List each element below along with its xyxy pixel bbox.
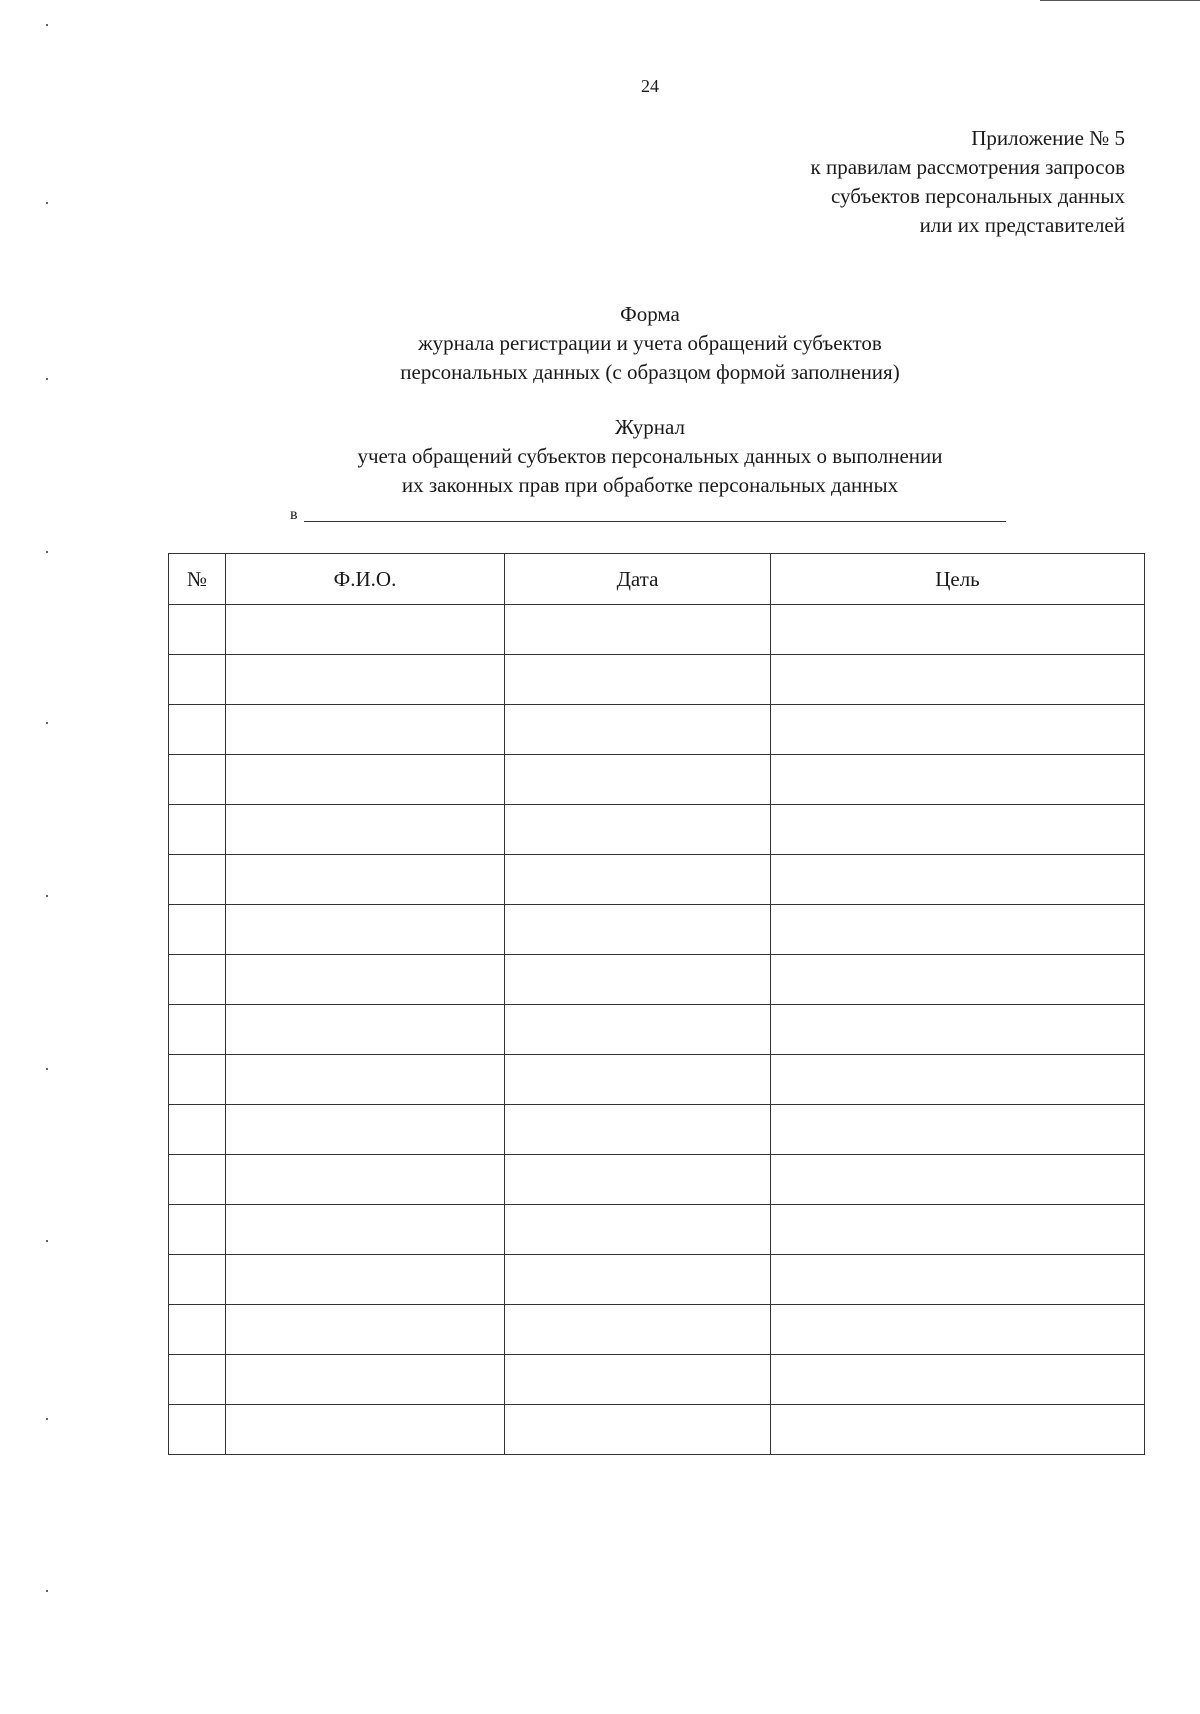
scan-dot bbox=[46, 202, 48, 204]
scan-dot bbox=[46, 1068, 48, 1070]
cell-full-name[interactable] bbox=[226, 705, 505, 755]
table-row bbox=[169, 1405, 1145, 1455]
scan-dot bbox=[46, 722, 48, 724]
organization-fill-line bbox=[290, 500, 1006, 524]
cell-purpose[interactable] bbox=[771, 1205, 1145, 1255]
cell-purpose[interactable] bbox=[771, 1255, 1145, 1305]
cell-number[interactable] bbox=[169, 1005, 226, 1055]
scan-dot bbox=[46, 1240, 48, 1242]
cell-date[interactable] bbox=[505, 1255, 771, 1305]
organization-blank-field[interactable] bbox=[304, 521, 1006, 522]
cell-full-name[interactable] bbox=[226, 1155, 505, 1205]
cell-purpose[interactable] bbox=[771, 955, 1145, 1005]
cell-number[interactable] bbox=[169, 805, 226, 855]
table-row bbox=[169, 1105, 1145, 1155]
scan-dot bbox=[46, 24, 48, 26]
table-body bbox=[169, 605, 1145, 1455]
cell-full-name[interactable] bbox=[226, 905, 505, 955]
cell-full-name[interactable] bbox=[226, 605, 505, 655]
cell-date[interactable] bbox=[505, 955, 771, 1005]
cell-number[interactable] bbox=[169, 1255, 226, 1305]
cell-date[interactable] bbox=[505, 855, 771, 905]
cell-number[interactable] bbox=[169, 1055, 226, 1105]
cell-full-name[interactable] bbox=[226, 1355, 505, 1405]
scan-dot bbox=[46, 895, 48, 897]
journal-subtitle-line: учета обращений субъектов персональных данных о выполнении bbox=[357, 444, 943, 468]
appendix-block bbox=[811, 124, 1125, 240]
cell-purpose[interactable] bbox=[771, 1005, 1145, 1055]
appendix-line: или их представителей bbox=[919, 213, 1125, 237]
cell-date[interactable] bbox=[505, 1055, 771, 1105]
cell-number[interactable] bbox=[169, 755, 226, 805]
table-header-row bbox=[169, 554, 1145, 605]
cell-full-name[interactable] bbox=[226, 805, 505, 855]
column-header-number: № bbox=[169, 554, 226, 605]
table-row bbox=[169, 805, 1145, 855]
cell-date[interactable] bbox=[505, 1005, 771, 1055]
scan-dot bbox=[46, 378, 48, 380]
table-row bbox=[169, 655, 1145, 705]
cell-number[interactable] bbox=[169, 1305, 226, 1355]
table-row bbox=[169, 755, 1145, 805]
cell-full-name[interactable] bbox=[226, 1105, 505, 1155]
journal-table bbox=[168, 553, 1145, 1455]
cell-number[interactable] bbox=[169, 705, 226, 755]
table-row bbox=[169, 605, 1145, 655]
cell-full-name[interactable] bbox=[226, 1405, 505, 1455]
cell-purpose[interactable] bbox=[771, 855, 1145, 905]
scan-dot bbox=[46, 1590, 48, 1592]
cell-purpose[interactable] bbox=[771, 1305, 1145, 1355]
table-row bbox=[169, 855, 1145, 905]
scan-edge-line bbox=[1040, 0, 1200, 1]
cell-purpose[interactable] bbox=[771, 1105, 1145, 1155]
cell-date[interactable] bbox=[505, 905, 771, 955]
scan-dot bbox=[46, 551, 48, 553]
cell-full-name[interactable] bbox=[226, 1055, 505, 1105]
table-row bbox=[169, 905, 1145, 955]
cell-purpose[interactable] bbox=[771, 1405, 1145, 1455]
cell-date[interactable] bbox=[505, 705, 771, 755]
cell-number[interactable] bbox=[169, 1355, 226, 1405]
cell-purpose[interactable] bbox=[771, 905, 1145, 955]
table-row bbox=[169, 1355, 1145, 1405]
scan-margin-marks bbox=[46, 0, 50, 1714]
cell-number[interactable] bbox=[169, 1155, 226, 1205]
cell-full-name[interactable] bbox=[226, 1255, 505, 1305]
cell-purpose[interactable] bbox=[771, 705, 1145, 755]
cell-full-name[interactable] bbox=[226, 955, 505, 1005]
journal-heading bbox=[170, 413, 1130, 500]
table-row bbox=[169, 1255, 1145, 1305]
cell-date[interactable] bbox=[505, 1205, 771, 1255]
table-row bbox=[169, 1005, 1145, 1055]
cell-full-name[interactable] bbox=[226, 1205, 505, 1255]
appendix-line: Приложение № 5 bbox=[971, 126, 1125, 150]
form-title: Форма bbox=[620, 302, 680, 326]
cell-number[interactable] bbox=[169, 655, 226, 705]
cell-purpose[interactable] bbox=[771, 1355, 1145, 1405]
cell-purpose[interactable] bbox=[771, 1055, 1145, 1105]
column-header-purpose: Цель bbox=[771, 554, 1145, 605]
scan-dot bbox=[46, 1418, 48, 1420]
column-header-date: Дата bbox=[505, 554, 771, 605]
cell-full-name[interactable] bbox=[226, 855, 505, 905]
cell-date[interactable] bbox=[505, 605, 771, 655]
organization-prefix: в bbox=[290, 506, 298, 523]
table-row bbox=[169, 1205, 1145, 1255]
cell-number[interactable] bbox=[169, 955, 226, 1005]
table-row bbox=[169, 955, 1145, 1005]
cell-number[interactable] bbox=[169, 855, 226, 905]
table-row bbox=[169, 1155, 1145, 1205]
cell-number[interactable] bbox=[169, 1205, 226, 1255]
form-subtitle-line: журнала регистрации и учета обращений субъектов bbox=[418, 331, 882, 355]
table-row bbox=[169, 1055, 1145, 1105]
cell-purpose[interactable] bbox=[771, 1155, 1145, 1205]
cell-date[interactable] bbox=[505, 1155, 771, 1205]
appendix-line: субъектов персональных данных bbox=[831, 184, 1125, 208]
table-row bbox=[169, 1305, 1145, 1355]
cell-date[interactable] bbox=[505, 1105, 771, 1155]
cell-date[interactable] bbox=[505, 1355, 771, 1405]
appendix-line: к правилам рассмотрения запросов bbox=[810, 155, 1125, 179]
column-header-full-name: Ф.И.О. bbox=[226, 554, 505, 605]
cell-date[interactable] bbox=[505, 805, 771, 855]
cell-date[interactable] bbox=[505, 755, 771, 805]
cell-full-name[interactable] bbox=[226, 755, 505, 805]
cell-full-name[interactable] bbox=[226, 655, 505, 705]
page-number bbox=[0, 76, 1200, 97]
cell-purpose[interactable] bbox=[771, 805, 1145, 855]
cell-date[interactable] bbox=[505, 1405, 771, 1455]
cell-purpose[interactable] bbox=[771, 605, 1145, 655]
cell-number[interactable] bbox=[169, 1405, 226, 1455]
cell-full-name[interactable] bbox=[226, 1005, 505, 1055]
cell-purpose[interactable] bbox=[771, 655, 1145, 705]
cell-date[interactable] bbox=[505, 655, 771, 705]
journal-subtitle-line: их законных прав при обработке персональных данных bbox=[401, 473, 899, 497]
page-number-text: 24 bbox=[641, 76, 659, 96]
cell-number[interactable] bbox=[169, 1105, 226, 1155]
journal-title: Журнал bbox=[614, 415, 685, 439]
cell-full-name[interactable] bbox=[226, 1305, 505, 1355]
cell-number[interactable] bbox=[169, 605, 226, 655]
cell-number[interactable] bbox=[169, 905, 226, 955]
form-subtitle-line: персональных данных (с образцом формой заполнения) bbox=[400, 360, 900, 384]
cell-date[interactable] bbox=[505, 1305, 771, 1355]
table-row bbox=[169, 705, 1145, 755]
cell-purpose[interactable] bbox=[771, 755, 1145, 805]
form-heading bbox=[170, 300, 1130, 387]
